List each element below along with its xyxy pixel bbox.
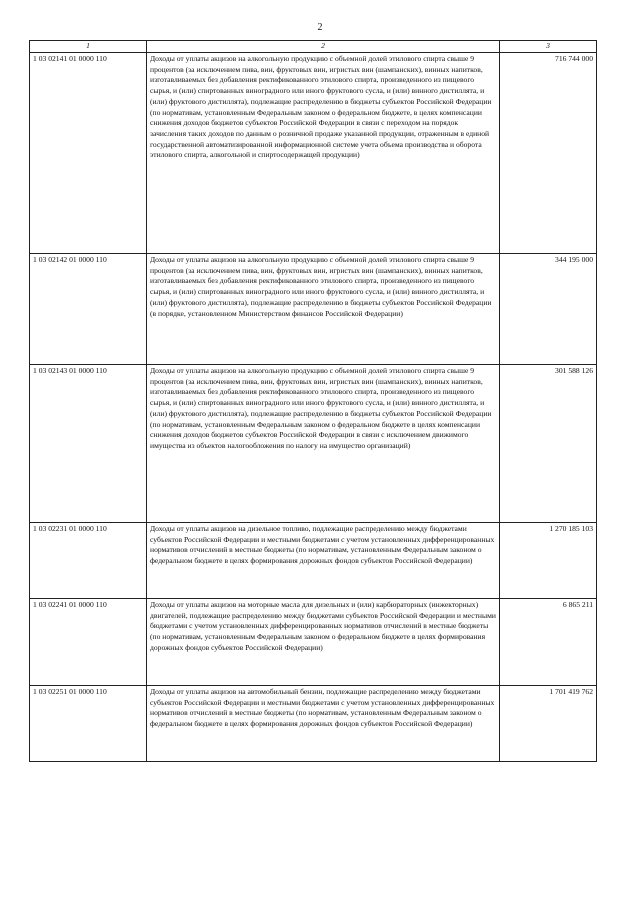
revenue-amount: 716 744 000 xyxy=(500,53,597,254)
table-row xyxy=(30,365,597,523)
revenue-table xyxy=(29,40,597,762)
table-row xyxy=(30,599,597,686)
revenue-amount: 1 701 419 762 xyxy=(500,686,597,762)
revenue-code: 1 03 02143 01 0000 110 xyxy=(30,365,147,523)
column-header-amount: 3 xyxy=(500,41,597,53)
column-header-description: 2 xyxy=(147,41,500,53)
revenue-description: Доходы от уплаты акцизов на алкогольную продукцию с объемной долей этилового спирта свыше 9 процентов (за исключением пива, вин, фруктовых вин, игристых вин (шампанских), винных напитков, изготавливаемых без добавления ректификованного этилового спирта, произведенного из пищевого сырья, и (или) спиртованных виноградного или иного фруктового сусла, и (или) винного дистиллята, и (или) фруктового дистиллята), подлежащие распределению в бюджеты субъектов Российской Федерации (по нормативам, установленным Федеральным законом о федеральном бюджете в целях компенсации снижения доходов бюджетов субъектов Российской Федерации в связи с исключением движимого имущества из объектов налогообложения по налогу на имущество организаций) xyxy=(147,365,500,523)
table-row xyxy=(30,53,597,254)
revenue-amount: 1 270 185 103 xyxy=(500,523,597,599)
revenue-code: 1 03 02142 01 0000 110 xyxy=(30,254,147,365)
revenue-code: 1 03 02241 01 0000 110 xyxy=(30,599,147,686)
revenue-amount: 301 588 126 xyxy=(500,365,597,523)
revenue-amount: 344 195 000 xyxy=(500,254,597,365)
revenue-code: 1 03 02251 01 0000 110 xyxy=(30,686,147,762)
table-row xyxy=(30,254,597,365)
page-number: 2 xyxy=(317,22,323,33)
revenue-description: Доходы от уплаты акцизов на дизельное топливо, подлежащие распределению между бюджетами субъектов Российской Федерации и местными бюджетами с учетом установленных дифференцированных нормативов отчислений в местные бюджеты (по нормативам, установленным Федеральным законом о федеральном бюджете в целях формирования дорожных фондов субъектов Российской Федерации) xyxy=(147,523,500,599)
revenue-description: Доходы от уплаты акцизов на алкогольную продукцию с объемной долей этилового спирта свыше 9 процентов (за исключением пива, вин, фруктовых вин, игристых вин (шампанских), винных напитков, изготавливаемых без добавления ректификованного этилового спирта, произведенного из пищевого сырья, и (или) спиртованных виноградного или иного фруктового сусла, и (или) винного дистиллята, и (или) фруктового дистиллята), подлежащие распределению в бюджеты субъектов Российской Федерации (по нормативам, установленным Федеральным законом о федеральном бюджете, в целях компенсации снижения доходов бюджетов субъектов Российской Федерации в связи с переходом на порядок зачисления таких доходов по данным о розничной продаже указанной продукции, отраженным в единой государственной автоматизированной информационной системе учета объема производства и оборота этилового спирта, алкогольной и спиртосодержащей продукции) xyxy=(147,53,500,254)
revenue-description: Доходы от уплаты акцизов на алкогольную продукцию с объемной долей этилового спирта свыше 9 процентов (за исключением пива, вин, фруктовых вин, игристых вин (шампанских), винных напитков, изготавливаемых без добавления ректификованного этилового спирта, произведенного из пищевого сырья, и (или) спиртованных виноградного или иного фруктового сусла, и (или) винного дистиллята, и (или) фруктового дистиллята), подлежащие распределению в бюджеты субъектов Российской Федерации (в порядке, установленном Министерством финансов Российской Федерации) xyxy=(147,254,500,365)
revenue-description: Доходы от уплаты акцизов на моторные масла для дизельных и (или) карбюраторных (инжекторных) двигателей, подлежащие распределению между бюджетами субъектов Российской Федерации и местными бюджетами с учетом установленных дифференцированных нормативов отчислений в местные бюджеты (по нормативам, установленным Федеральным законом о федеральном бюджете в целях формирования дорожных фондов субъектов Российской Федерации) xyxy=(147,599,500,686)
revenue-description: Доходы от уплаты акцизов на автомобильный бензин, подлежащие распределению между бюджетами субъектов Российской Федерации и местными бюджетами с учетом установленных дифференцированных нормативов отчислений в местные бюджеты (по нормативам, установленным Федеральным законом о федеральном бюджете в целях формирования дорожных фондов субъектов Российской Федерации) xyxy=(147,686,500,762)
revenue-code: 1 03 02231 01 0000 110 xyxy=(30,523,147,599)
revenue-code: 1 03 02141 01 0000 110 xyxy=(30,53,147,254)
table-header-row xyxy=(30,41,597,53)
revenue-amount: 6 865 211 xyxy=(500,599,597,686)
table-row xyxy=(30,686,597,762)
table-row xyxy=(30,523,597,599)
column-header-code: 1 xyxy=(30,41,147,53)
